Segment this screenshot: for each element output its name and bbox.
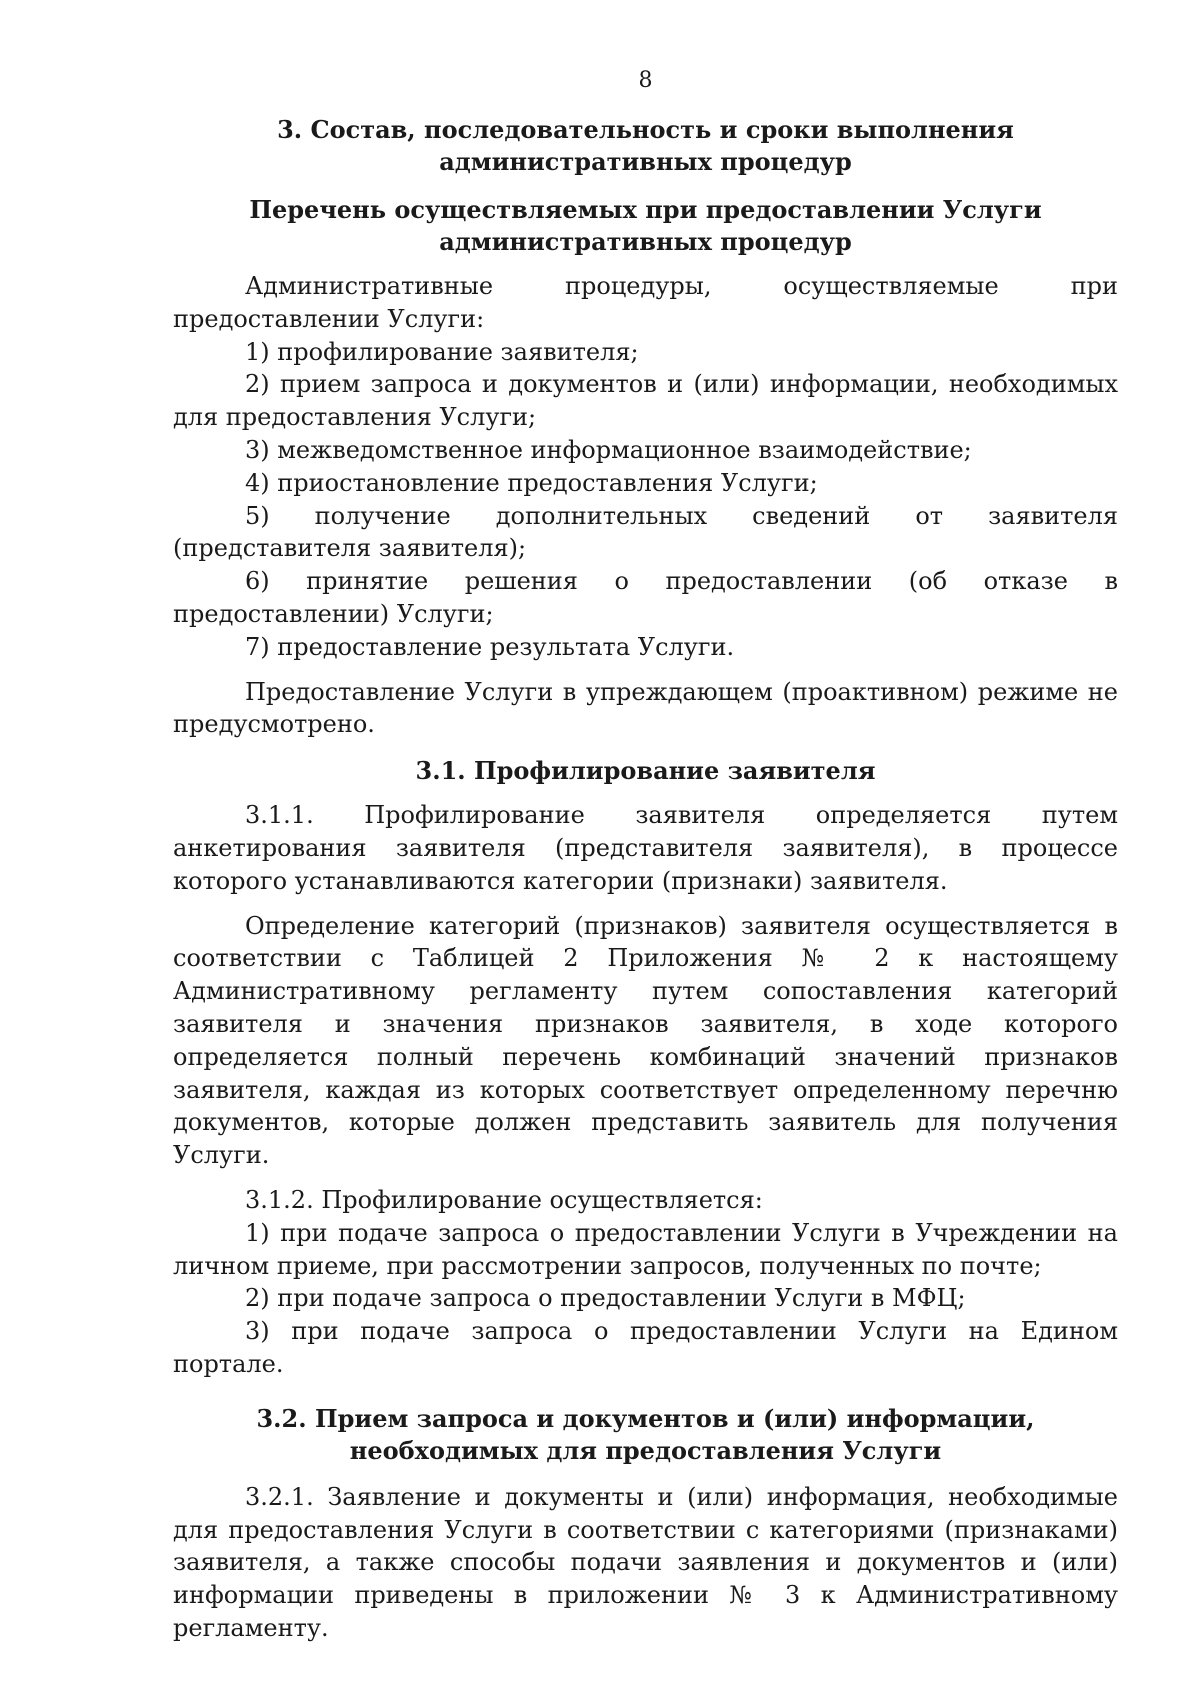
procedure-item-6: 6) принятие решения о предоставлении (об отказе в предоставлении) Услуги; <box>173 567 1118 628</box>
profiling-item-1: 1) при подаче запроса о предоставлении Услуги в Учреждении на личном приеме, при рассмотрении запросов, полученных по почте; <box>173 1218 1118 1280</box>
paragraph-3-1-1: 3.1.1. Профилирование заявителя определяется путем анкетирования заявителя (представителя заявителя), в процессе которого устанавливаются категории (признаки) заявителя. <box>173 801 1118 895</box>
profiling-item-2: 2) при подаче запроса о предоставлении Услуги в МФЦ; <box>245 1284 966 1313</box>
document-page <box>173 66 1118 1645</box>
procedure-item-7: 7) предоставление результата Услуги. <box>245 632 735 661</box>
procedure-item-4: 4) приостановление предоставления Услуги; <box>245 468 818 497</box>
proactive-note: Предоставление Услуги в упреждающем (проактивном) режиме не предусмотрено. <box>173 677 1118 739</box>
procedures-list-title: Перечень осуществляемых при предоставлении Услуги административных процедур <box>249 195 1042 256</box>
section-3-title: 3. Состав, последовательность и сроки выполнения административных процедур <box>277 115 1014 176</box>
page-number: 8 <box>638 68 653 93</box>
procedure-item-1: 1) профилирование заявителя; <box>245 337 639 366</box>
procedure-item-5: 5) получение дополнительных сведений от заявителя (представителя заявителя); <box>173 501 1118 563</box>
profiling-item-3: 3) при подаче запроса о предоставлении Услуги на Едином портале. <box>173 1317 1118 1378</box>
section-3-1-title: 3.1. Профилирование заявителя <box>415 756 876 786</box>
procedure-item-3: 3) межведомственное информационное взаимодействие; <box>245 435 972 464</box>
procedure-item-2: 2) прием запроса и документов и (или) информации, необходимых для предоставления Услуги; <box>173 370 1118 432</box>
paragraph-3-2-1: 3.2.1. Заявление и документы и (или) информация, необходимые для предоставления Услуги в соответствии с категориями (признаками) заявителя, а также способы подачи заявления и документов и (или) информации приведены в приложении № 3 к Административному регламенту. <box>173 1482 1118 1642</box>
paragraph-3-1-2: 3.1.2. Профилирование осуществляется: <box>245 1185 763 1214</box>
paragraph-categories-definition: Определение категорий (признаков) заявителя осуществляется в соответствии с Таблицей 2 Приложения № 2 к настоящему Административному регламенту путем сопоставления категорий заявителя и значения признаков заявителя, в ходе которого определяется полный перечень комбинаций значений признаков заявителя, каждая из которых соответствует определенному перечню документов, которые должен представить заявитель для получения Услуги. <box>173 911 1118 1170</box>
procedures-intro: Административные процедуры, осуществляемые при предоставлении Услуги: <box>173 272 1118 333</box>
section-3-2-title: 3.2. Прием запроса и документов и (или) информации, необходимых для предоставления Услуги <box>256 1403 1035 1465</box>
